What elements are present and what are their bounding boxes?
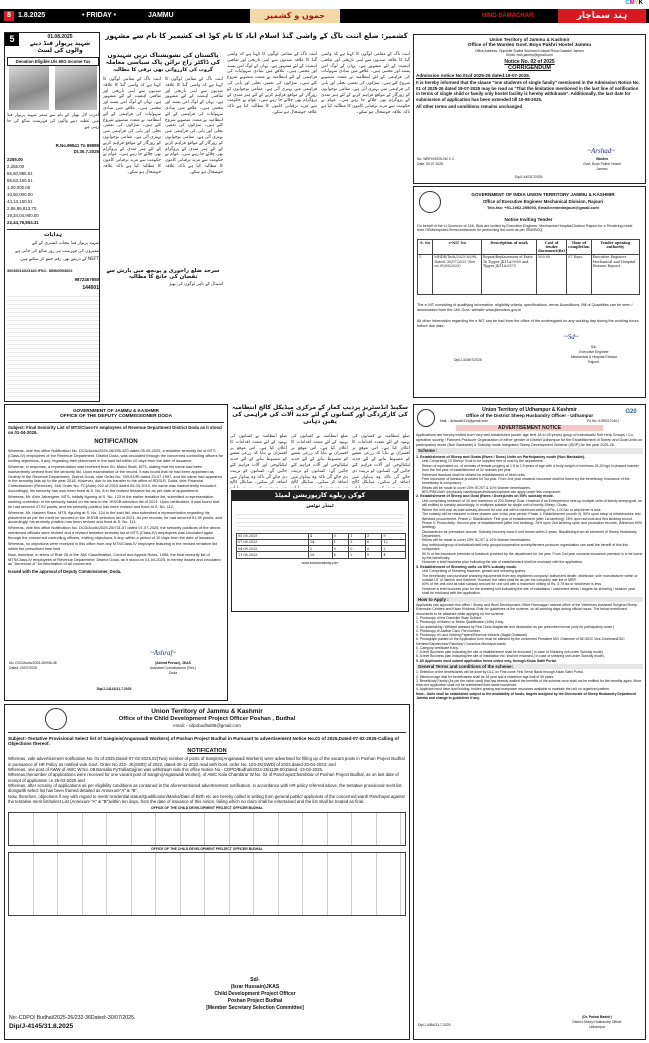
bank-account: 30036016023183 IFSC: SBIN0003602 <box>7 269 73 273</box>
notification-para: Whereas, after scrutiny of applications as per eligibility conditions as contained in the aforementioned advertisement notification, in accordance with HR policy referred above, the tentative provisional merit list alongwith select list has been framed detailed as Annexure"A" & "B". <box>8 782 402 794</box>
office-name: Office of Executive Engineer Mechanical Division, Rajouri <box>482 199 604 204</box>
office-name: Office of the District Sheep Husbandry Officer - Udhampur <box>465 413 594 419</box>
notice-number: Notice No. 02 of 2025 <box>504 59 555 66</box>
cell: 04.08.2025 <box>237 546 309 552</box>
cell: MHDR/Tech/2025-26/98, Dated: 30/07/2025 (See on 01/08/2025) <box>433 254 482 294</box>
tender-table <box>417 239 640 295</box>
story-text: اسپتال کے باہر لوگوں کی بھیڑ <box>168 282 223 287</box>
cell: 2 <box>309 546 333 552</box>
general-terms-heading: General Terms and conditions of the scheme: <box>416 664 643 670</box>
cell: 9 <box>365 552 382 558</box>
scheme-item: However a brief business plan indicating the site of establishment shall be enclosed with the application. <box>422 560 584 565</box>
receipt-range: R.No.99841 To 99889 <box>55 143 99 148</box>
signer-place: Rajouri. <box>588 360 600 364</box>
fund-date: 01.08.2025 <box>47 34 73 40</box>
scheme-item: 50 % of the insurance premium of livestock provided by the department for 1st year. From 2nd year onwards insurance premium is to be borne by the beneficiary. <box>422 551 643 560</box>
dip-number: Dip/J-4084/31.7.2025 <box>418 1022 451 1027</box>
scheme-item: 3. Establishment of Shearing units on 50% subsidy mode. <box>416 564 518 569</box>
cell: 1 <box>418 254 433 294</box>
subhead: سرحد ضلع راجوری و پونچھ میں بارش سے نقصان کی جانچ کا مطالبہ <box>106 268 220 281</box>
scheme-item: Retrieved livestock shall be utilized for establishment of fresh units. <box>422 472 526 477</box>
office-address: Office Address: Opposite Sudha Soomani Kotwari Rosa Dastakh Jammu <box>474 48 585 53</box>
cmyk-marks <box>625 0 643 6</box>
scheme-item: 2. Establishment of Sheep and Goat (Ewes / Does)Units on 50% subsidy mode. <box>416 494 554 499</box>
emblem-icon <box>45 708 67 730</box>
commissioner-signature: ~Ashraf~ <box>150 649 177 657</box>
ad-text <box>236 511 404 531</box>
term-item: 2. Minimum age limit for beneficiaries shall be 18 year and a maximum age limit of 55 years. <box>416 674 555 679</box>
scheme-item: However a brief business plan for the shearing unit indicating the site of installation / catchment areas / targets for shearing / season/ year shall be enclosed with the application. <box>422 586 636 596</box>
story-column: ضلع انتظامیہ نے کسانوں کی بہبود کے لئے متعدد اقدامات کا اعلان کیا ہے۔ اس موقع پر افسران نے بتایا کہ زرعی شعبے کو مضبوط بنانے کے لئے جدید ٹیکنالوجی اور آلات فراہم کئے جائیں گے۔ کسانوں کو تربیت دی جائے گی تاکہ وہ پیداوار میں اضافہ کر سکیں۔ میڈیکل کالج <box>291 434 348 486</box>
scheme-item: Efforts will be made to cover 20% SC/ST & 10% Women beneficiaries. <box>422 538 531 543</box>
doc-item: 1. Photocopy of the Domicile/ State Subject. <box>416 616 483 621</box>
term-item: Note:- Units shall be established subject to the availability of funds, targets assigned by the Directorate of Sheep Husbandry Department Jammu and change in guidelines if any. <box>416 691 637 700</box>
term-item: 1. Selection of the beneficiaries will be done by DLC on First come First Serve Basis through Kisan Sathi Portal. <box>416 670 584 675</box>
cell: 05.08.2025 <box>237 533 309 539</box>
doc-item: 5. Photocopy of Land Holding Papers/Revenue extracts (Nagal Girdawari) <box>416 633 528 638</box>
ad-subtitle: ٹینڈر نوٹس <box>306 502 334 509</box>
scheme-item: The beneficiary can purchase shearing equipments from any registered company/ authorized dealer, distributor, sole manufacturer within or outside UT of Jammu and Kashmir. However the rates shall be as per the company rate list or MRP. <box>422 573 638 583</box>
notification-para: Whereas, vide this office Notification No. DCD/Accts/2025-26/731-57 dated 07-07-2025, the seniority positions of the above-mentioned officials were revised and a revised tentative seniority list of MTS (Class-IV) employees was circulated again through the concerned controlling officers, inviting objections, if any, within a period of 10 days from the date of issuance. <box>8 525 222 541</box>
scheme-item: Disincentives for premature closure: Subsidy recovery done if unit closes within 2 years. Blacklisting from all schemes of Sheep Husbandry Department. <box>422 529 637 539</box>
col-header: S. No <box>418 240 433 255</box>
subject: Subject: Final Seniority List of MTS/Class-IV employees of Revenue Department District Doda as it stood on 01-04-2025. <box>8 424 222 436</box>
scheme-item: Return of equivalent no. of animals of female progeny at 1.5 to 2.5 years of age with a body weight of minimum 25-30 kgs in phased manner from the 3rd year of establishment of 02 animals per year. <box>422 463 639 473</box>
signer-office: Poshan Project Budhal <box>227 998 283 1004</box>
cell: 07 Days <box>567 254 591 294</box>
receipt-date: Dt.30.7.2025 <box>73 149 99 154</box>
cell: Executive Engineer Mechanical and Hospital Division Rajouri <box>591 254 639 294</box>
cell: 12 <box>382 539 406 545</box>
cell: 1 <box>332 539 349 545</box>
notification-para: Whereas, vide advertisement notification No. 01 of 2025,Dated-07-02-2025,02(Two) number of posts of Sanginis(Anganwadi Workers) were advertised for filling up of the vacant posts in Poshan Project Budhal in pursuance of HR Policy as notified vide Govt. Order No 222- JK(SWD) of 2022, dated-30-11-2022 read with Govt. order No. 103-JK(SWD) of 2023,dated-20-04-2023; and <box>8 756 405 767</box>
donation-eligibility: Donation Eligible U/s 80G Income Tax <box>7 57 99 66</box>
signer-title: Warden <box>595 157 609 161</box>
bullet: • <box>82 12 85 19</box>
signer-title: Executive Engineer <box>579 350 609 354</box>
cell: 4 <box>332 552 349 558</box>
amount: 2,86,86,813.70 <box>7 206 37 211</box>
doc-item: 2. Photocopy of Matric/ or Below Qualification (10th) if any. <box>416 620 504 625</box>
scheme-heading: Scheme : <box>416 448 643 454</box>
emblem-icon <box>417 409 435 427</box>
warden-signature: ~Arshad~ <box>587 147 615 155</box>
cell: 0 <box>349 546 366 552</box>
note-item: ممبروں کی فہرست ہر روز شائع کی جاتی ہے <box>15 249 99 254</box>
term-item: 4. Applicant must have land holding, fodder/ grazing and manpower resources available to maintain the unit on organized pattern. <box>416 687 610 692</box>
cell: 4 <box>382 552 406 558</box>
postal-code: 144001 <box>82 285 99 291</box>
doc-item: 6. Photograph pasted on the Application form must be attested by the concerned President MC/ Chairman of MC/DDC Vice-Chairman/DDC Member/Sarpanches/ Panches/ Councilors Municipal wards <box>416 637 625 646</box>
scheme-item: 50% of the unit cost as total subsidy amount for one unit with a maximum ceiling of Rs. 0.75 lac or whichever is less. <box>422 582 602 587</box>
signer-office: Govt. Boys Pakhri Hostel <box>583 162 621 166</box>
engineer-signature: ~Sd~ <box>564 333 579 341</box>
scheme-item: The subsidy will be released in three phases over a two year period: Phase 1: Establishment (month 0): 50% upon setup of infrastructure and livestock procurement. Phase 2: Stabilization: First year of establishment (after 1st lambing): 25% upon survival and first lambing record. Phase 3: Productivity: Second year of establishment (after 2nd lambing): 25% upon 2nd lambing cycle and production records. (Minimum 60% lambing). <box>422 512 643 530</box>
doc-item: 6. Category certificate if any. <box>416 645 459 650</box>
notification-para: Whereas, in response, a representation was received from Sh. Mohd Shafi, MTS, stating that his name had been inadvertently omitted from the seniority list. Upon examination of the record, it was found that he had been appointed as Orderly in the Revenue Department, District Doda, vide Order No. 769-91/RI dated 23-07-1997, and his name had appeared in the seniority lists up to the year 2018. However, due to his transfer to the office of RDSLR, Doda, vide Financial Commissioner (Revenue), J&K Order No. FC(Adm) 202 of 2019 dated 04-03-2019, his name was inadvertently excluded. Accordingly, his seniority has now been fixed at S. No. 8 in the revised tentative list as per date of appointment. <box>8 463 222 494</box>
cmyk-k: K <box>638 0 643 6</box>
term-item: 3. Beneficiary Family (As per the ration card) that has already availed the benefits of the scheme once shall not be entitled for the benefits again. More than one application shall not be entertained from same household. <box>416 678 642 688</box>
signer-division: Mechanical & Hospital Division <box>570 355 618 359</box>
amount: 19,34,04,900.00 <box>7 213 39 218</box>
cell: 28 <box>309 552 333 558</box>
cell: 0 <box>332 546 349 552</box>
notification-title: NOTIFICATION <box>187 748 227 755</box>
col-header: e-NIT No <box>433 240 482 255</box>
office-name: OFFICE OF THE DEPUTY COMMISSIONER DODA <box>59 413 173 419</box>
scheme-item: 1. Establishment of Sheep and Goats (Ewes / Does) Units on Participatory mode (Non Bankable). <box>416 454 586 459</box>
table-header-row <box>418 240 640 255</box>
other-terms: All other terms and conditions remains unchanged <box>416 104 523 110</box>
corrigendum-body: It is hereby informed that the clause "one students of single family" mentioned in the Admission Notice No. 01 of 2025-26 dated 19-07-2025 may be read as "That the limitation mentioned in the last line of notification in terms of single child or family only hostel facility is hereby withdrawn". Additionally, the last date for submission of application has been extended till 10-08-2025. <box>416 80 640 102</box>
office-email: Mail: - dshoudh313@gmail.com <box>440 418 488 423</box>
main-story <box>103 32 410 298</box>
cmyk-c: C <box>625 0 630 6</box>
notification-title: NOTIFICATION <box>94 438 138 446</box>
office-email: email: - cdpobudhal05@gmail.com <box>173 723 241 729</box>
g20-logo: G20 <box>625 409 637 415</box>
cell: 6 <box>365 539 382 545</box>
scheme-items <box>416 455 643 596</box>
signer-place: Udhampur <box>589 1024 605 1029</box>
issue-day <box>82 11 116 21</box>
amount: 55,60,895.61 <box>7 171 33 176</box>
signer-place: Jammu <box>596 167 608 171</box>
office-phone: Ph No: 01992270401 <box>586 418 619 423</box>
table-row <box>237 552 406 558</box>
cell: 24 <box>309 539 333 545</box>
ut-name: Union Territory of Jammu & Kashmir <box>151 708 263 715</box>
ad-notice-title: ADVERTISEMENT NOTICE <box>456 425 603 431</box>
cell: 1 <box>349 533 366 539</box>
ut-name: Union Territory of Jammu & Kashmir <box>489 37 570 42</box>
fund-caption: امرت لال بھیل کے نام سے سمر شہید پریوار فنڈ میں عطیہ دینے والوں کی فہرست شائع کی جا رہی ہے <box>7 113 99 130</box>
scheme-item: Unit Comprising 10 Sheep/ Goat to be supplied free of cost by the department. <box>422 459 544 464</box>
sheep-husbandry-notice <box>413 404 646 1040</box>
scheme-item: Free insurance of livestock provided for 1st year. From 2nd year onwards insurance shall be borne by the beneficiary. Insurance of the beneficiary is compulsory. <box>422 476 630 486</box>
side-subhead: گروپ کی کارروائی بھی ترقی کا مطالبہ <box>113 67 213 73</box>
cell: 11.08.2025 <box>237 552 309 558</box>
signer-name: (Ashraf Pervaz), JKAS <box>155 661 191 665</box>
cell: 3 <box>365 533 382 539</box>
amount-list <box>7 157 99 227</box>
annexure-a-title: OFFICE OF THE CHILD DEVELOPMENT PROJECT OFFICER BUDHAL <box>151 806 263 811</box>
main-headline: کشمیر: ضلع اننت ناگ کے واشی گنڈ اسلام آباد کا نام کوڈ آف کشمیر کا نام سے مشہور <box>105 32 408 40</box>
story-column: اننت ناگ کے مقامی لوگوں کا کہنا ہے کہ واشی گنڈ کا علاقہ صدیوں سے اپنی تاریخی اور ثقافتی اہمیت کے لئے مشہور ہے۔ یہاں کے لوگ امن پسند اور محنتی ہیں۔ علاقے میں بنیادی سہولیات کی فراہمی کے لئے انتظامیہ نے متعدد منصوبے شروع کئے ہیں۔ سڑکوں کی تعمیر، بجلی اور پانی کی فراہمی میں بہتری آئی ہے۔ مقامی نوجوانوں کو روزگار کے مواقع فراہم کرنے کے لئے ہنر مندی کے پروگرام بھی چلائے جا رہے ہیں۔ عوام نے حکومت سے مزید ترقیاتی کاموں کا مطالبہ کیا ہے تاکہ علاقہ خوشحال ہو سکے۔ <box>227 52 317 115</box>
col-header: Time of completion <box>567 240 591 255</box>
notification-para: Whereas, vide this office Notification No. DCD/Accts/2025-26/295-320 dated 05-05-2025, a tentative seniority list of MTS (Class-IV) employees of the Revenue Department, District Doda, was circulated through the concerned controlling officers for inviting objections, if any, regarding their placement in the said list within 10 days from the date of issuance; <box>8 448 224 463</box>
notification-para: Now, therefore, objections if any with regard to merit/ residential status/Qualification/Marks/Date of Birth etc are hereby called in writing from general public/ applicants of the concerned ward/ Panchayat against the tentative merit list/select List (Annexure "A" & "B")within ten days, from the date of issuance of this notice, failing which no claim shall be entertained and the list shall be treated as final. <box>8 793 405 805</box>
office-name: Office of the Child Development Project Officer Poshan , Budhal <box>118 716 296 722</box>
amount: 1,00,000.00 <box>7 185 31 190</box>
page-header <box>0 0 649 30</box>
ad-title: کوکن ریلوے کارپوریشن لمیٹڈ <box>232 491 408 501</box>
ad-website: www.konkanrailway.com <box>301 560 339 565</box>
cell: 0 <box>332 533 349 539</box>
how-to-apply-body: Applicants can approach this office / Sheep and Wool Development Office Ramnagar/ nearest office of the Veterinary Assistant Surgeon/Sheep Extension Centres and Kisan Khidmat Ghar for guidelines of the scheme, on all working days during official hours. The below mentioned documents to be attached while applying for the scheme: <box>416 603 638 616</box>
notification-para: Whereas, Mr. Haseeb Raza, MTS, figuring at S. No. 124 in the said list, also submitted a representation regarding his placement as per the merit he secured in the JKSSB selection list of 2021. As per records, he had secured 51.99 points, and accordingly, his seniority position has been revised and fixed at S. No. 111; <box>8 509 222 525</box>
amount: 44,13,150.61 <box>7 199 33 204</box>
doc-item: 8. A brief Business plan indicating the site of installation etc. shall be enclosed.( in case of shearing unit under Subsidy mode). <box>416 654 605 659</box>
col-header: Description of work <box>482 240 537 255</box>
cell: 4 <box>309 533 333 539</box>
notification-para: Whereas, one post of AWW of AWC W.No. 08 Barsalla PyTrallaGujjran was withdrawn vide this office Notice No.- CDPO/Budhal/2024-25/1138-50,Dated:-13-02-2025. <box>8 766 324 772</box>
cell: 2 <box>382 546 406 552</box>
sd-mark: Sd/- <box>590 345 598 349</box>
sd-mark: Sd/- <box>250 977 260 983</box>
signer-place: Doda <box>168 671 178 675</box>
tender-title: Notice Inviting Tender <box>504 217 553 222</box>
doc-item: 3. An undertaking / Affidavit attested by First Class Magistrate and declaration as per prescribed format (only for participatory mode.) <box>416 624 615 629</box>
signer-name: (Israr Hussain)JKAS <box>230 984 280 990</box>
col-header: Cost of tender document(Rs) <box>538 240 566 253</box>
govt-name: GOVERNMENT OF INDIA UNION TERRITORY JAMMU & KASHMIR <box>471 192 615 197</box>
warden-corrigendum-notice <box>413 34 646 184</box>
scheme-item: Unit comprising minimum of 20 and maximum of 200 Sheep/ Goat. However if an Entrepreneur sets up multiple units of twenty sheep/goat, he will entitled to subsidy accordingly, in multiples suitable for single unit of twenty Sheep / Goats. <box>422 499 642 508</box>
anganwadi-notification <box>4 704 410 1040</box>
notification-para: Now, therefore, in terms of Rule 26 of the J&K Classification, Control and Appeal Rules, 1956, the final seniority list of MTS/Class-IV employees of Revenue Department, District Doda, as it stood on 01-04-2025, is hereby issued and circulated as "Annexure-A" for information of all concerned. <box>8 551 221 567</box>
cell: 07.08.2025 <box>237 539 309 545</box>
story-column: ضلع انتظامیہ نے کسانوں کی بہبود کے لئے متعدد اقدامات کا اعلان کیا ہے۔ اس موقع پر افسران نے بتایا کہ زرعی شعبے کو مضبوط بنانے کے لئے جدید ٹیکنالوجی اور آلات فراہم کئے جائیں گے۔ کسانوں کو تربیت دی جائے گی تاکہ وہ پیداوار میں اضافہ کر سکیں۔ میڈیکل کالج <box>352 434 410 486</box>
section-title: جموں و کشمیر <box>250 9 340 23</box>
how-to-apply-heading: How to Apply : <box>416 597 643 603</box>
text-filler <box>7 293 99 399</box>
tender-info-line: All other information regarding the e-NIT can be had from the office of the undersigned on any working day during the working hours before due date. <box>417 319 639 328</box>
amount: 55,63,150.61 <box>7 178 33 183</box>
doc-item: 9. All Applicants must submit application forms online only, through Kisan Sathi Portal. <box>416 658 557 663</box>
middle-story <box>230 404 410 488</box>
amount: 2255.00 <box>7 157 23 162</box>
tender-intro: On behalf of the Lt Governor of J&K, Bids are invited by Executive Engineer, Mechanical Hospital Division Rajouri for e-Tendering mode from OEMs/reputed firms/contractors for performing the work as per SBD/BOQ. <box>417 224 633 233</box>
story-column: اننت ناگ کے مقامی لوگوں کا کہنا ہے کہ واشی گنڈ کا علاقہ صدیوں سے اپنی تاریخی اور ثقافتی اہمیت کے لئے مشہور ہے۔ یہاں کے لوگ امن پسند اور محنتی ہیں۔ علاقے میں بنیادی سہولیات کی فراہمی کے لئے انتظامیہ نے متعدد منصوبے شروع کئے ہیں۔ سڑکوں کی تعمیر، بجلی اور پانی کی فراہمی میں بہتری آئی ہے۔ مقامی نوجوانوں کو روزگار کے مواقع فراہم کرنے کے لئے ہنر مندی کے پروگرام بھی چلائے جا رہے ہیں۔ عوام نے حکومت سے مزید ترقیاتی کاموں کا مطالبہ کیا ہے تاکہ علاقہ خوشحال ہو سکے۔ <box>321 52 410 115</box>
office-email: Email: bwh.jammu@gmail.com <box>506 52 553 57</box>
notification-para: Whereas, no objections were received in this office from any MTS/Class-IV employee featuring in the revised tentative list within the prescribed time limit. <box>8 540 217 551</box>
story-column: اننت ناگ کے مقامی لوگوں کا کہنا ہے کہ واشی گنڈ کا علاقہ صدیوں سے اپنی تاریخی اور ثقافتی اہمیت کے لئے مشہور ہے۔ یہاں کے لوگ امن پسند اور محنتی ہیں۔ علاقے میں بنیادی سہولیات کی فراہمی کے لئے انتظامیہ نے متعدد منصوبے شروع کئے ہیں۔ سڑکوں کی تعمیر، بجلی اور پانی کی فراہمی میں بہتری آئی ہے۔ مقامی نوجوانوں کو روزگار کے مواقع فراہم کرنے کے لئے ہنر مندی کے پروگرام بھی چلائے جا رہے ہیں۔ عوام نے حکومت سے مزید ترقیاتی کاموں کا مطالبہ کیا ہے تاکہ علاقہ خوشحال ہو سکے۔ <box>103 77 161 175</box>
note-item: NEFT کے ذریعے بھی رقم جمع کر سکتے ہیں <box>20 257 99 262</box>
scheme-item: BPL/PWD/AAY /physically handicapped/widows/orphans can apply under this component. <box>422 490 562 495</box>
amount: 2,255.00 <box>7 164 25 169</box>
scheme-item: Any individual/group of individuals/self-help groups/cooperative society/farmers producer organization can avail the benefit of this this component. <box>422 542 629 552</box>
day-label: FRIDAY <box>86 12 112 19</box>
issue-date: 1.8.2025 <box>18 12 46 19</box>
annexure-b-table <box>8 852 406 916</box>
martyr-fund-box <box>4 32 100 402</box>
cell: Repair/Replacement of Parts To Tipper JK11A-9950 and Tipper JK11A-0375 <box>482 254 537 294</box>
story-column: اننت ناگ کے مقامی لوگوں کا کہنا ہے کہ واشی گنڈ کا علاقہ صدیوں سے اپنی تاریخی اور ثقافتی اہمیت کے لئے مشہور ہے۔ یہاں کے لوگ امن پسند اور محنتی ہیں۔ علاقے میں بنیادی سہولیات کی فراہمی کے لئے انتظامیہ نے متعدد منصوبے شروع کئے ہیں۔ سڑکوں کی تعمیر، بجلی اور پانی کی فراہمی میں بہتری آئی ہے۔ مقامی نوجوانوں کو روزگار کے مواقع فراہم کرنے کے لئے ہنر مندی کے پروگرام بھی چلائے جا رہے ہیں۔ عوام نے حکومت سے مزید ترقیاتی کاموں کا مطالبہ کیا ہے تاکہ علاقہ خوشحال ہو سکے۔ <box>165 77 223 175</box>
signer-title: Assistant Commissioner (Rev.) <box>149 666 197 670</box>
fund-number: 5 <box>5 33 19 46</box>
office-name: Office of the Warden Govt. Boys Pakhri Hostel Jammu <box>467 42 592 48</box>
signer-role: [Member Secretary Selection Committee] <box>206 1005 304 1011</box>
office-contact: Tele-fax: +91-1962-295093, Email:eemedrajouri@gmail.com <box>487 205 599 210</box>
notes-heading: ہدایات <box>44 232 62 238</box>
donor-photo-1 <box>9 66 49 110</box>
konkan-railway-ad <box>231 490 409 612</box>
cell: 9 <box>382 533 406 539</box>
note-item: شہید پریوار فنڈ پنجاب کیسری کے لئے <box>32 241 99 246</box>
fund-headline: شہید پریوار فنڈ دینے والوں کی لسٹ <box>29 40 91 55</box>
cell: 2 <box>349 552 366 558</box>
notification-para: Whereas,thenumber of applications were received for one vacant post of Sangini(Angaswadi Worker), of AWC Kala Chambtrar W.No. 02 of PanchayatChambtrar of Poshan Project Budhal, as on last date of receipt of application i.e 25-02-2025 and <box>8 772 399 783</box>
tender-notice <box>413 186 646 398</box>
notice-intro: Applications are hereby invited from very well-established (under age limit 18 to 55 years) group of individuals/ Self Help Groups / Co-operative society / Farmers Producer Organization of either gender of District Udhampur for the Establishment of Sheep and Goat Units on participatory mode (Non Bankable) & Subsidy mode Integrated Sheep Development Scheme (ISDP) for the year 2025-26. <box>416 433 643 447</box>
letter-date: Dated: 29/07/2025 <box>9 666 37 670</box>
story-column: ضلع انتظامیہ نے کسانوں کی بہبود کے لئے متعدد اقدامات کا اعلان کیا ہے۔ اس موقع پر افسران نے بتایا کہ زرعی شعبے کو مضبوط بنانے کے لئے جدید ٹیکنالوجی اور آلات فراہم کئے جائیں گے۔ کسانوں کو تربیت دی جائے گی تاکہ وہ پیداوار میں اضافہ کر سکیں۔ میڈیکل کالج <box>230 434 287 486</box>
dip-number: Dip/J-4403/7/2025 <box>514 175 543 179</box>
cmyk-y: Y <box>634 0 639 6</box>
newspaper-logo: ہند سماچار <box>558 9 646 23</box>
page-number: 8 <box>4 11 14 21</box>
dip-number: Dip/J-4169/7/2025 <box>454 358 482 362</box>
letter-date: Date: 30.07.2025 <box>417 162 444 166</box>
tender-info-line: The e-NIT consisting of qualifying information, eligibility criteria, specifications, terms &conditions, Bill of Quantities can be seen / downloaded from the J&K Govt. website www.jktenders.gov.in <box>417 303 633 312</box>
emblem-icon <box>419 191 441 213</box>
signer-title: Child Development Project Officer <box>214 991 296 997</box>
letter-number: No. WBPH/2025-26/ X 2.. <box>417 157 456 161</box>
cmyk-m: M <box>629 0 635 6</box>
ad-table <box>236 533 406 559</box>
subject: Subject:-Tentative Provisional Select list of Sanginis(Anganwadi Workers) of Poshan Project Budhal in Pursuant to advertisement Notice No.01 of 2025,Dated-07-02-2025-Calling of Objections thereof. <box>8 735 399 747</box>
dip-number: Dip/J-14141/31.7.2025 <box>96 687 132 691</box>
doc-item: 7. A brief Business plan indicating the site of establishment shall be enclosed.( in case of Shearing unit under Subsidy mode) <box>416 650 603 655</box>
story-headline: سکینڈ انڈسٹریز پردیپ کمار کے مرکزی میڈیکل کالج انتظامیہ کی کارکردگی اور کسانوں کے لئے جدید آلات کی فراہمی کی یقین دہانی <box>232 404 408 426</box>
doc-item: 4. Photocopy of Aadhar Card, Pan number. <box>416 628 481 633</box>
scheme-item: Unit Comprising of Shearing Machine, genset and shearing spares. <box>422 569 527 574</box>
cell: 0 <box>365 546 382 552</box>
issued-line: Issued with the approval of Deputy Commissioner, Doda. <box>8 569 122 575</box>
signer-title: District Sheep Husbandry Officer <box>572 1019 622 1024</box>
govt-name: GOVERNMENT OF JAMMU & KASHMIR <box>72 408 159 413</box>
donor-photo-2 <box>55 66 97 110</box>
phone-number: 9872457650 <box>74 277 99 282</box>
cell: 3 <box>349 539 366 545</box>
letter-number: No: DCD/Accts/2025-26/906-36 <box>9 661 57 665</box>
bullet: • <box>113 12 117 19</box>
edition-city: JAMMU <box>148 12 174 19</box>
letter-number: No:-CDPO/ Budhal/2025-26/232-36Dated:-30/07/2025. <box>9 1015 136 1021</box>
amount: 10,50,000.00 <box>7 192 33 197</box>
side-headline: پاکستان کی تشویشناک ترین شہیدوں کی ڈاکٹر راج نرائن پاک سیاسی معاملہ <box>105 52 221 67</box>
scheme-item: Efforts will be made to cover 20% SC/ST & 10% Women beneficiaries. <box>422 485 531 490</box>
annexure-b-title: OFFICE OF THE CHILD DEVELOPMENT PROJECT OFFICER BUDHAL <box>151 846 263 851</box>
corrigendum-title: CORRIGENDUM <box>508 65 551 72</box>
cell: 500.00 <box>537 254 567 294</box>
publication-name: HIND SAMACHAR <box>482 13 534 19</box>
admission-ref: Admission notice No.01of 2025-26 dated.19-07-2025. <box>416 73 531 79</box>
amount-total: 22,44,76,864.31 <box>7 220 39 225</box>
col-header: Tender opening authority <box>591 240 639 255</box>
contact-row <box>440 419 619 423</box>
table-row <box>418 254 640 294</box>
notification-para: Whereas, Mr. Amir Jahangeer, MTS, initially figuring at S. No. 123 in the earlier tentative list, submitted a representation seeking correction of his seniority based on his rank in the JKSSB selection list of 2021. Upon verification, it was found that he had secured 47.92 points, and his seniority position has been revised and fixed at S. No. 112; <box>8 494 220 509</box>
annexure-a-table <box>8 812 406 846</box>
dip-number: Dip/J-4145/31.8.2025 <box>9 1023 74 1030</box>
seniority-notification <box>4 404 228 701</box>
scheme-item: Where the unit cost as total subsidy amount for one unit with a maximum ceiling of Rs. 1.00 lac or whichever is less. <box>422 507 602 512</box>
ut-name: Union Territory of Udhampur & Kashmir <box>482 407 577 413</box>
signer-name: (Dr. Parkai Bashir) <box>582 1014 612 1019</box>
